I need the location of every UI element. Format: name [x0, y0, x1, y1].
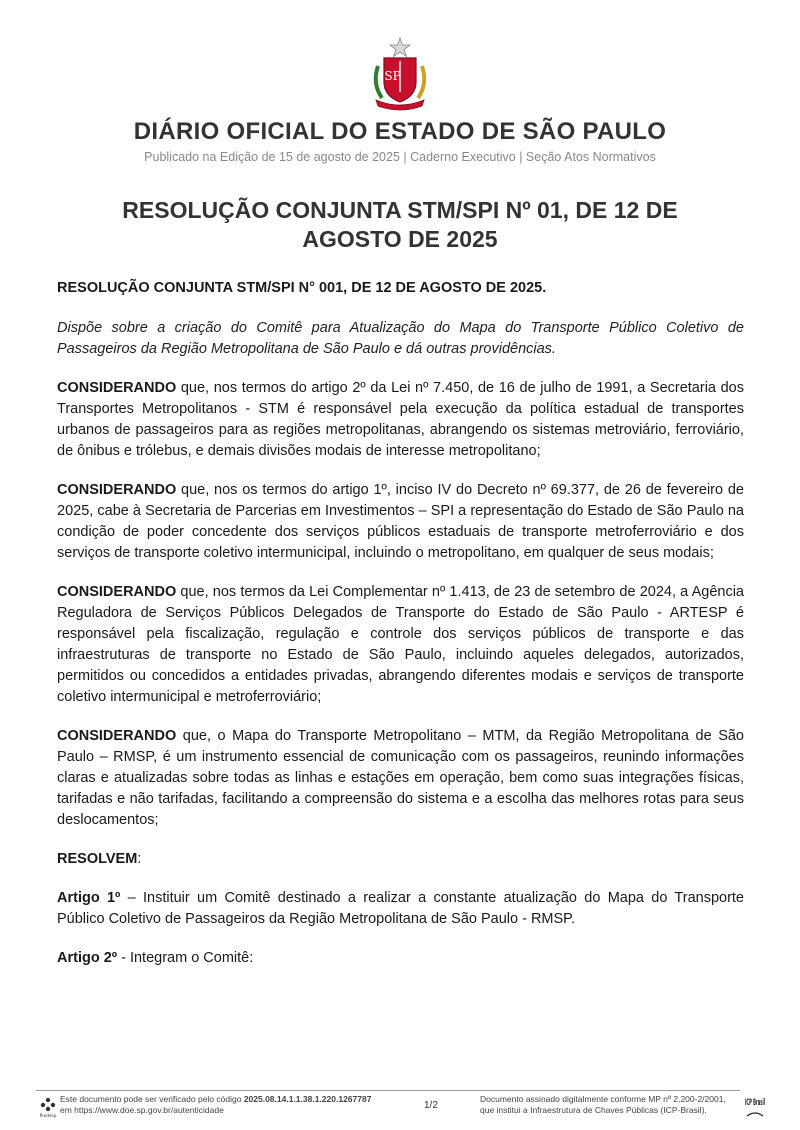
resolvem-text: : [137, 851, 142, 867]
article-text: – Instituir um Comitê destinado a realizar a constante atualização do Mapa do Transporte Público Coletivo de Passageiros da Região Metropolitana de São Paulo - RMSP. [57, 890, 744, 927]
signature-info [480, 1094, 742, 1116]
resolvem-paragraph [57, 849, 744, 870]
journal-title: DIÁRIO OFICIAL DO ESTADO DE SÃO PAULO [133, 118, 667, 145]
article-paragraph [57, 948, 744, 969]
publication-info: Publicado na Edição de 15 de agosto de 2025 | Caderno Executivo | Seção Atos Normativos [144, 150, 656, 164]
resolution-summary: Dispõe sobre a criação do Comitê para Atualização do Mapa do Transporte Público Coletivo de Passageiros da Região Metropolitana de São Paulo e dá outras providências. [57, 320, 744, 357]
resolution-subtitle: RESOLUÇÃO CONJUNTA STM/SPI N° 001, DE 12 DE AGOSTO DE 2025. [57, 280, 547, 296]
article-lead: Artigo 2º [57, 950, 118, 966]
resolvem-lead: RESOLVEM [57, 851, 138, 867]
signature-line-2: que institui a Infraestrutura de Chaves Públicas (ICP-Brasil). [480, 1105, 707, 1115]
verification-url[interactable]: em https://www.doe.sp.gov.br/autenticidade [60, 1105, 224, 1115]
page-footer [36, 1094, 766, 1124]
considerando-lead: CONSIDERANDO [57, 584, 177, 600]
signature-line-1: Documento assinado digitalmente conforme MP nº 2.200-2/2001, [480, 1094, 726, 1104]
considerando-text: que, nos os termos do artigo 1º, inciso IV do Decreto nº 69.377, de 26 de fevereiro de 2025, cabe à Secretaria de Parcerias em Investimentos – SPI a representação do Estado de São Paulo na condição de poder concedente dos serviços públicos estaduais de transporte metroferroviário e dos serviços de transporte coletivo intermunicipal, incluindo o metropolitano, em qualquer de seus modais; [57, 482, 744, 561]
crest-letters: SP [384, 69, 401, 83]
considerando-paragraph [57, 480, 744, 564]
considerando-lead: CONSIDERANDO [57, 728, 177, 744]
document-title: RESOLUÇÃO CONJUNTA STM/SPI Nº 01, DE 12 DE AGOSTO DE 2025 [122, 197, 678, 252]
verification-info [60, 1094, 420, 1116]
verification-prefix: Este documento pode ser verificado pelo código [60, 1094, 244, 1104]
sao-paulo-coat-of-arms-icon [368, 36, 432, 112]
icp-brasil-logo-icon [744, 1094, 766, 1122]
footer-divider [36, 1090, 740, 1091]
verification-code: 2025.08.14.1.1.38.1.220.1267787 [243, 1094, 372, 1104]
considerando-text: que, o Mapa do Transporte Metropolitano – MTM, da Região Metropolitana de São Paulo – RMSP, é um instrumento essencial de comunicação com os passageiros, reunindo informações claras e atualizadas sobre todas as linhas e estações em operação, bem como suas integrações físicas, tarifadas e não tarifadas, facilitando a compreensão do sistema e a escolha das melhores rotas para seus deslocamentos; [57, 728, 744, 828]
considerando-lead: CONSIDERANDO [57, 380, 177, 396]
page-number: 1/2 [424, 1100, 438, 1111]
considerando-text: que, nos termos da Lei Complementar nº 1.413, de 23 de setembro de 2024, a Agência Reguladora de Serviços Públicos Delegados de Transporte do Estado de São Paulo - ARTESP é responsável pela fiscalização, regulação e controle dos serviços públicos de transporte e das infraestruturas de transporte no Estado de São Paulo, incluindo aqueles delegados, autorizados, permitidos ou concedidos a entidades privadas, abrangendo diferentes modais e serviços de transporte coletivo intermunicipal e metroferroviário; [57, 584, 744, 705]
considerando-lead: CONSIDERANDO [57, 482, 177, 498]
article-text: - Integram o Comitê: [117, 950, 254, 966]
prodesp-logo-icon [38, 1096, 58, 1118]
article-lead: Artigo 1º [57, 890, 121, 906]
considerando-paragraph [57, 582, 744, 708]
document-body [57, 278, 744, 987]
considerando-paragraph [57, 726, 744, 831]
considerando-text: que, nos termos do artigo 2º da Lei nº 7.450, de 16 de julho de 1991, a Secretaria dos Transportes Metropolitanos - STM é responsável pela execução da política estadual de transportes urbanos de passageiros para as regiões metropolitanas, abrangendo os sistemas metroviário, ferroviário, de ônibus e trólebus, e demais divisões modais de interesse metropolitano; [57, 380, 744, 459]
journal-header [0, 36, 800, 164]
considerando-paragraph [57, 378, 744, 462]
prodesp-label: Prodesp [39, 1113, 57, 1118]
icp-label: ICP Brasil [745, 1098, 765, 1108]
article-paragraph [57, 888, 744, 930]
